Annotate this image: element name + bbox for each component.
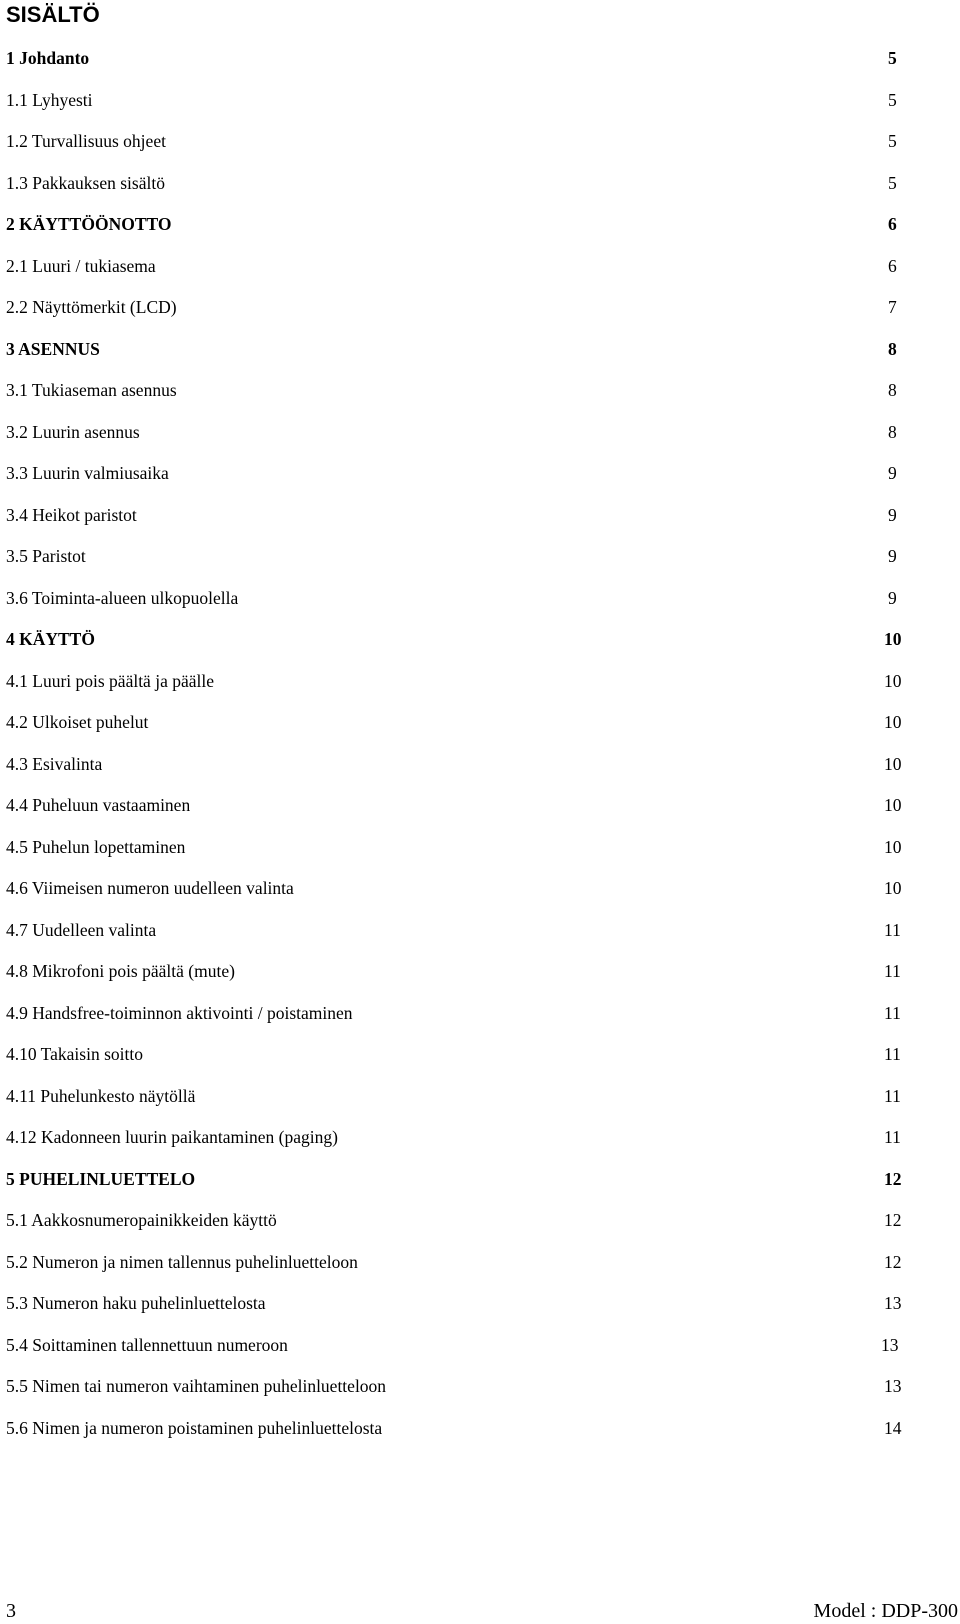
toc-entry-label: 4.10 Takaisin soitto	[6, 1044, 143, 1064]
toc-entry-label: 3.6 Toiminta-alueen ulkopuolella	[6, 587, 239, 608]
toc-section-entry	[0, 827, 960, 869]
toc-entry-page-number: 13	[884, 1376, 902, 1396]
toc-entry-label: 5.4 Soittaminen tallennettuun numeroon	[6, 1334, 288, 1355]
toc-entry-label: 4.1 Luuri pois päältä ja päälle	[6, 670, 214, 691]
toc-entry-page-number: 5	[888, 172, 897, 193]
toc-section-entry	[0, 80, 960, 122]
toc-section-entry	[0, 1242, 960, 1284]
toc-entry-label: 1.1 Lyhyesti	[6, 89, 93, 110]
toc-entry-page-number: 5	[888, 48, 897, 68]
toc-entry-page-number: 7	[888, 297, 897, 317]
toc-section-entry	[0, 121, 960, 163]
toc-chapter-entry	[0, 1159, 960, 1201]
toc-entry-label: 4.9 Handsfree-toiminnon aktivointi / poistaminen	[6, 1002, 353, 1023]
toc-entry-page-number: 13	[881, 1334, 899, 1355]
toc-entry-page-number: 11	[884, 919, 901, 940]
toc-entry-label: 5.1 Aakkosnumeropainikkeiden käyttö	[6, 1210, 277, 1230]
toc-section-entry	[0, 412, 960, 454]
toc-section-entry	[0, 1283, 960, 1325]
toc-entry-page-number: 10	[884, 878, 902, 898]
toc-entry-page-number: 6	[888, 255, 897, 276]
toc-entry-page-number: 10	[884, 836, 902, 857]
toc-entry-label: 5.3 Numeron haku puhelinluettelosta	[6, 1293, 266, 1313]
toc-entry-page-number: 11	[884, 1002, 901, 1023]
toc-section-entry	[0, 661, 960, 703]
toc-chapter-entry	[0, 329, 960, 371]
toc-section-entry	[0, 287, 960, 329]
toc-section-entry	[0, 578, 960, 620]
page-title: SISÄLTÖ	[6, 2, 100, 27]
toc-section-entry	[0, 868, 960, 910]
toc-entry-page-number: 12	[884, 1210, 902, 1230]
toc-entry-page-number: 11	[884, 1085, 901, 1106]
footer-model-name: Model : DDP-300	[813, 1600, 958, 1622]
toc-entry-label: 4.3 Esivalinta	[6, 753, 103, 774]
toc-entry-label: 4.8 Mikrofoni pois päältä (mute)	[6, 961, 235, 981]
toc-entry-label: 1.3 Pakkauksen sisältö	[6, 172, 165, 193]
toc-entry-label: 5.6 Nimen ja numeron poistaminen puhelinluettelosta	[6, 1417, 383, 1438]
toc-entry-page-number: 8	[888, 380, 897, 400]
footer-page-number: 3	[6, 1600, 16, 1622]
toc-entry-page-number: 10	[884, 795, 902, 815]
toc-chapter-entry	[0, 38, 960, 80]
toc-entry-page-number: 5	[888, 89, 897, 110]
toc-entry-page-number: 10	[884, 629, 902, 649]
toc-entry-page-number: 12	[884, 1251, 902, 1272]
toc-section-entry	[0, 1117, 960, 1159]
toc-section-entry	[0, 163, 960, 205]
toc-entry-label: 3 ASENNUS	[6, 338, 100, 359]
toc-section-entry	[0, 370, 960, 412]
toc-entry-label: 4 KÄYTTÖ	[6, 629, 95, 649]
toc-chapter-entry	[0, 204, 960, 246]
toc-entry-page-number: 11	[884, 961, 901, 981]
table-of-contents	[0, 38, 960, 1449]
toc-entry-label: 4.11 Puhelunkesto näytöllä	[6, 1085, 196, 1106]
toc-entry-label: 5.5 Nimen tai numeron vaihtaminen puhelinluetteloon	[6, 1376, 387, 1396]
toc-entry-label: 4.2 Ulkoiset puhelut	[6, 712, 149, 732]
toc-section-entry	[0, 744, 960, 786]
toc-entry-label: 4.7 Uudelleen valinta	[6, 919, 157, 940]
toc-section-entry	[0, 1325, 960, 1367]
toc-section-entry	[0, 536, 960, 578]
toc-section-entry	[0, 951, 960, 993]
toc-entry-label: 3.1 Tukiaseman asennus	[6, 380, 177, 400]
toc-entry-label: 3.4 Heikot paristot	[6, 504, 137, 525]
toc-entry-label: 2.2 Näyttömerkit (LCD)	[6, 297, 177, 317]
toc-entry-label: 4.4 Puheluun vastaaminen	[6, 795, 191, 815]
toc-entry-page-number: 9	[888, 504, 897, 525]
toc-entry-label: 1 Johdanto	[6, 48, 90, 68]
toc-entry-page-number: 9	[888, 587, 897, 608]
toc-section-entry	[0, 993, 960, 1035]
toc-section-entry	[0, 453, 960, 495]
toc-entry-page-number: 8	[888, 338, 897, 359]
toc-entry-page-number: 10	[884, 670, 902, 691]
toc-section-entry	[0, 702, 960, 744]
toc-entry-label: 3.5 Paristot	[6, 546, 86, 566]
toc-section-entry	[0, 1076, 960, 1118]
toc-section-entry	[0, 910, 960, 952]
toc-entry-page-number: 11	[884, 1127, 901, 1147]
page-footer	[0, 1598, 960, 1624]
toc-entry-page-number: 5	[888, 131, 897, 151]
toc-entry-label: 2.1 Luuri / tukiasema	[6, 255, 156, 276]
toc-entry-label: 5.2 Numeron ja nimen tallennus puhelinluetteloon	[6, 1251, 358, 1272]
toc-entry-label: 4.12 Kadonneen luurin paikantaminen (paging)	[6, 1127, 338, 1147]
toc-entry-page-number: 10	[884, 712, 902, 732]
toc-entry-page-number: 11	[884, 1044, 901, 1064]
toc-entry-label: 4.5 Puhelun lopettaminen	[6, 836, 186, 857]
toc-entry-label: 3.2 Luurin asennus	[6, 421, 140, 442]
toc-entry-page-number: 10	[884, 753, 902, 774]
toc-entry-page-number: 9	[888, 463, 897, 483]
toc-section-entry	[0, 1366, 960, 1408]
toc-entry-label: 3.3 Luurin valmiusaika	[6, 463, 169, 483]
toc-entry-page-number: 12	[884, 1168, 902, 1189]
toc-section-entry	[0, 246, 960, 288]
toc-entry-label: 2 KÄYTTÖÖNOTTO	[6, 214, 172, 234]
toc-section-entry	[0, 495, 960, 537]
toc-entry-page-number: 9	[888, 546, 897, 566]
toc-section-entry	[0, 1408, 960, 1450]
toc-section-entry	[0, 1034, 960, 1076]
toc-entry-page-number: 14	[884, 1417, 902, 1438]
toc-section-entry	[0, 1200, 960, 1242]
toc-section-entry	[0, 785, 960, 827]
toc-entry-page-number: 8	[888, 421, 897, 442]
toc-entry-label: 4.6 Viimeisen numeron uudelleen valinta	[6, 878, 294, 898]
toc-entry-label: 1.2 Turvallisuus ohjeet	[6, 131, 166, 151]
toc-entry-page-number: 13	[884, 1293, 902, 1313]
toc-entry-page-number: 6	[888, 214, 897, 234]
toc-chapter-entry	[0, 619, 960, 661]
toc-entry-label: 5 PUHELINLUETTELO	[6, 1168, 196, 1189]
